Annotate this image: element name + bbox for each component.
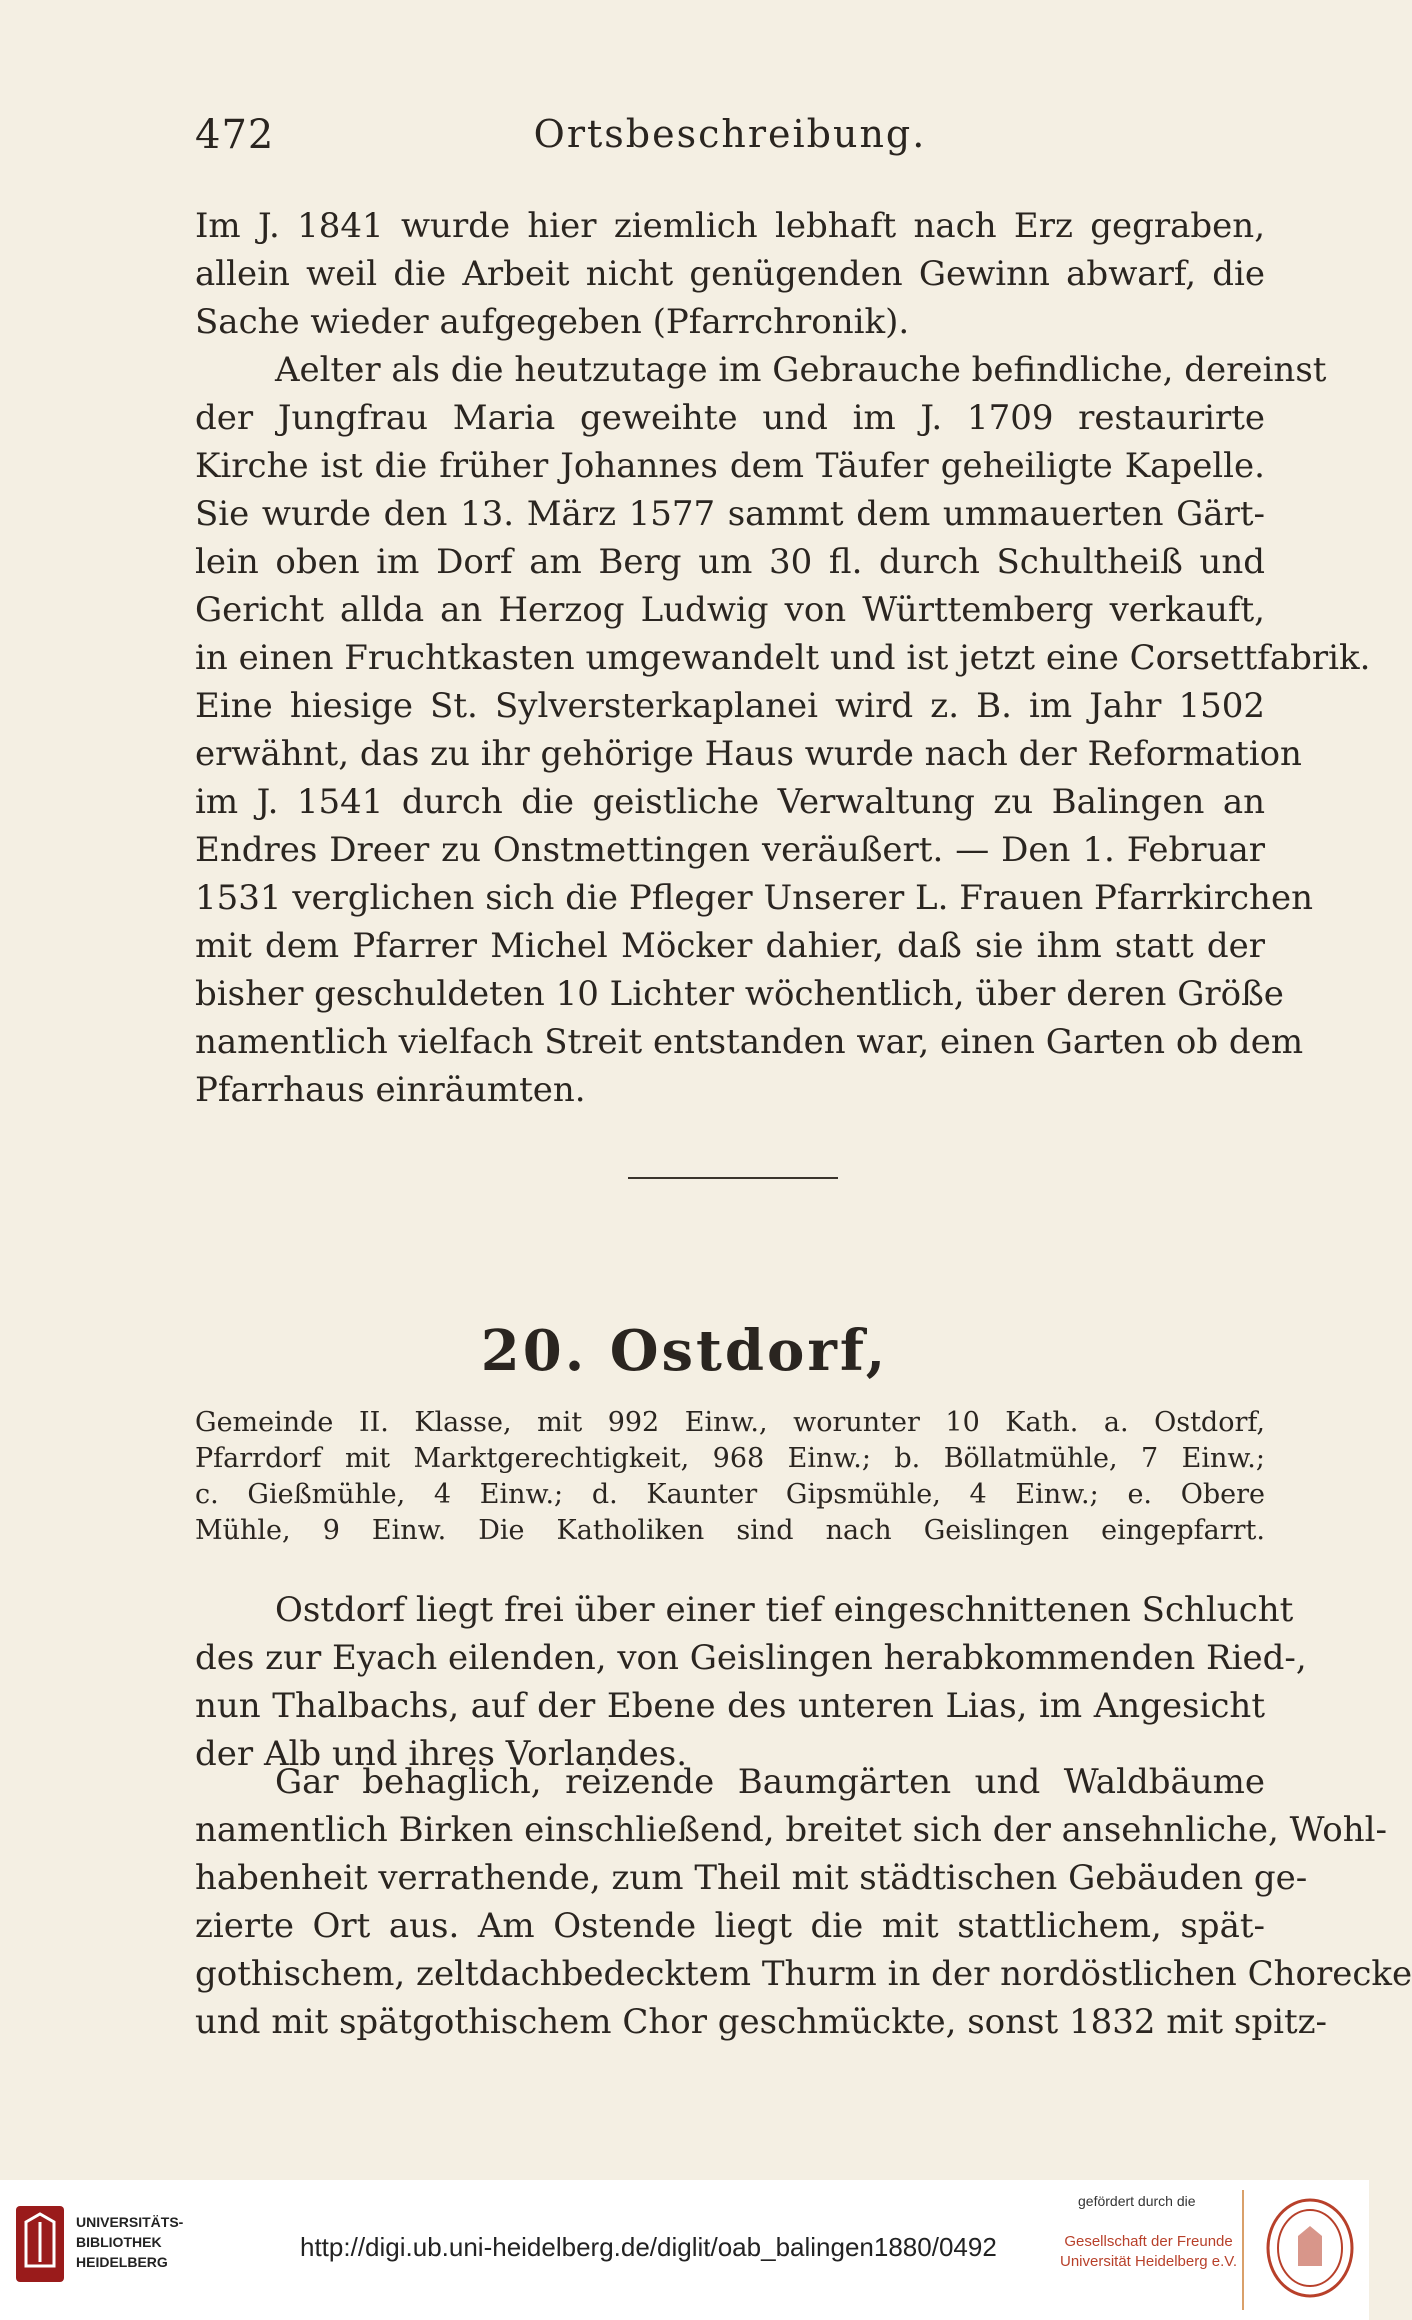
text-line: des zur Eyach eilenden, von Geislingen herabkommenden Ried-, (195, 1638, 1307, 1678)
community-notes (195, 1405, 1265, 1549)
paragraph-4 (195, 1758, 1412, 2046)
text-line: Sie wurde den 13. März 1577 sammt dem ummauerten Gärt- (195, 494, 1265, 534)
text-line: allein weil die Arbeit nicht genügenden Gewinn abwarf, die (195, 254, 1265, 294)
text-line: Gericht allda an Herzog Ludwig von Württemberg verkauft, (195, 590, 1265, 630)
text-line: der Jungfrau Maria geweihte und im J. 1709 restaurirte (195, 398, 1265, 438)
funder-name-line: Gesellschaft der Freunde (1064, 2233, 1233, 2250)
society-seal-icon (1262, 2196, 1358, 2300)
funder-name-line: Universität Heidelberg e.V. (1060, 2253, 1238, 2270)
paragraph-3 (195, 1586, 1307, 1778)
text-line: in einen Fruchtkasten umgewandelt und ist jetzt eine Corsettfabrik. (195, 638, 1371, 678)
text-line: gothischem, zeltdachbedecktem Thurm in der nordöstlichen Chorecke (195, 1954, 1412, 1994)
permalink-link[interactable]: http://digi.ub.uni-heidelberg.de/diglit/oab_balingen1880/0492 (300, 2232, 997, 2262)
text-line: nun Thalbachs, auf der Ebene des unteren Lias, im Angesicht (195, 1686, 1265, 1726)
library-name (76, 2212, 183, 2272)
text-line: erwähnt, das zu ihr gehörige Haus wurde nach der Reformation (195, 734, 1302, 774)
text-line: Aelter als die heutzutage im Gebrauche befindliche, dereinst (275, 350, 1327, 390)
digitization-footer (0, 2180, 1369, 2320)
running-head: Ortsbeschreibung. (533, 112, 927, 156)
text-line: namentlich vielfach Streit entstanden war, einen Garten ob dem (195, 1022, 1304, 1062)
text-line: im J. 1541 durch die geistliche Verwaltung zu Balingen an (195, 782, 1265, 822)
page-number: 472 (195, 112, 275, 158)
text-line: Endres Dreer zu Onstmettingen veräußert. — Den 1. Februar (195, 830, 1265, 870)
page-header (195, 112, 1265, 162)
text-line: Im J. 1841 wurde hier ziemlich lebhaft nach Erz gegraben, (195, 206, 1265, 246)
paragraph-1 (195, 202, 1265, 346)
funder-name (1060, 2232, 1237, 2272)
text-line: Eine hiesige St. Sylversterkaplanei wird z. B. im Jahr 1502 (195, 686, 1265, 726)
footer-divider (1242, 2190, 1244, 2310)
library-name-line: HEIDELBERG (76, 2254, 168, 2270)
paragraph-2 (195, 346, 1371, 1114)
text-line: mit dem Pfarrer Michel Möcker dahier, daß sie ihm statt der (195, 926, 1265, 966)
university-seal-icon (12, 2202, 68, 2286)
text-line: 1531 verglichen sich die Pfleger Unserer L. Frauen Pfarrkirchen (195, 878, 1313, 918)
text-line: zierte Ort aus. Am Ostende liegt die mit stattlichem, spät- (195, 1906, 1265, 1946)
text-line: Sache wieder aufgegeben (Pfarrchronik). (195, 302, 910, 342)
text-line: Pfarrdorf mit Marktgerechtigkeit, 968 Einw.; b. Böllatmühle, 7 Einw.; (195, 1443, 1265, 1474)
text-line: Mühle, 9 Einw. Die Katholiken sind nach Geislingen eingepfarrt. (195, 1515, 1265, 1546)
text-line: habenheit verrathende, zum Theil mit städtischen Gebäuden ge- (195, 1858, 1308, 1898)
text-line: namentlich Birken einschließend, breitet sich der ansehnliche, Wohl- (195, 1810, 1387, 1850)
text-line: Gemeinde II. Klasse, mit 992 Einw., worunter 10 Kath. a. Ostdorf, (195, 1407, 1265, 1438)
text-line: lein oben im Dorf am Berg um 30 fl. durch Schultheiß und (195, 542, 1265, 582)
funded-by-label: gefördert durch die (1078, 2193, 1196, 2209)
text-line: bisher geschuldeten 10 Lichter wöchentlich, über deren Größe (195, 974, 1284, 1014)
text-line: der Alb und ihres Vorlandes. (195, 1734, 688, 1774)
library-name-line: BIBLIOTHEK (76, 2234, 162, 2250)
text-line: Gar behaglich, reizende Baumgärten und Waldbäume (275, 1762, 1265, 1802)
section-divider (628, 1177, 838, 1179)
text-line: Ostdorf liegt frei über einer tief eingeschnittenen Schlucht (275, 1590, 1294, 1630)
library-name-line: UNIVERSITÄTS- (76, 2214, 184, 2230)
text-line: Kirche ist die früher Johannes dem Täufer geheiligte Kapelle. (195, 446, 1265, 486)
text-line: und mit spätgothischem Chor geschmückte, sonst 1832 mit spitz- (195, 2002, 1328, 2042)
text-line: c. Gießmühle, 4 Einw.; d. Kaunter Gipsmühle, 4 Einw.; e. Obere (195, 1479, 1265, 1510)
text-line: Pfarrhaus einräumten. (195, 1070, 586, 1110)
section-title: 20. Ostdorf, (480, 1318, 889, 1384)
